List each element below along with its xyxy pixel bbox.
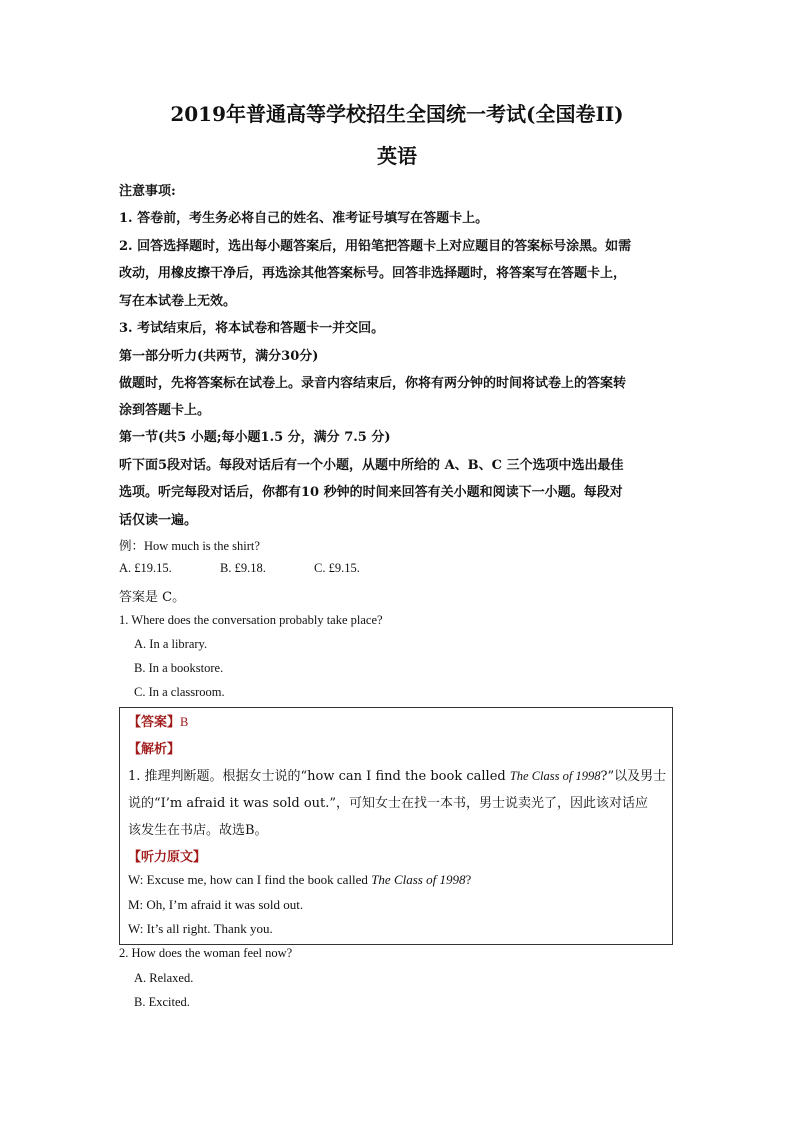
note-item-2-line-2: 改动，用橡皮擦干净后，再选涂其他答案标号。回答非选择题时，将答案写在答题卡上， bbox=[119, 266, 627, 281]
section1-instr-line-2: 选项。听完每段对话后，你都有10 秒钟的时间来回答有关小题和阅读下一小题。每段对 bbox=[119, 485, 623, 500]
example-question: 例：How much is the shirt? bbox=[119, 539, 260, 553]
section1-instr-line-3: 话仅读一遍。 bbox=[119, 513, 198, 528]
analysis-line-3: 该发生在书店。故选B。 bbox=[128, 823, 268, 838]
q1-explanation-box bbox=[119, 707, 673, 945]
q2-option-a: A. Relaxed. bbox=[134, 971, 194, 985]
transcript-line-1-text-b: ? bbox=[465, 872, 472, 887]
example-answer: 答案是 C。 bbox=[119, 590, 186, 605]
q2-question: 2. How does the woman feel now? bbox=[119, 946, 293, 960]
answer-row bbox=[128, 711, 188, 730]
analysis-line-1-text-b: ?”以及男士 bbox=[600, 769, 667, 784]
transcript-line-2: M: Oh, I’m afraid it was sold out. bbox=[128, 897, 304, 912]
part1-instr-line-1: 做题时，先将答案标在试卷上。录音内容结束后，你将有两分钟的时间将试卷上的答案转 bbox=[119, 376, 627, 391]
book-title: The Class of 1998 bbox=[509, 769, 601, 783]
transcript-line-3: W: It’s all right. Thank you. bbox=[128, 921, 273, 936]
answer-tag: 【答案】 bbox=[128, 715, 181, 730]
analysis-tag: 【解析】 bbox=[128, 742, 181, 757]
q1-question: 1. Where does the conversation probably take place? bbox=[119, 613, 383, 627]
exam-title: 2019年普通高等学校招生全国统一考试(全国卷II) bbox=[170, 102, 624, 126]
q1-option-c: C. In a classroom. bbox=[134, 685, 225, 699]
transcript-line-1-text-a: W: Excuse me, how can I find the book called bbox=[128, 872, 372, 887]
example-option-c: C. £9.15. bbox=[314, 561, 360, 575]
note-item-2-line-1: 2. 回答选择题时，选出每小题答案后，用铅笔把答题卡上对应题目的答案标号涂黑。如需 bbox=[119, 239, 632, 254]
q1-option-b: B. In a bookstore. bbox=[134, 661, 224, 675]
note-item-2-line-3: 写在本试卷上无效。 bbox=[119, 294, 237, 309]
example-option-a: A. £19.15. bbox=[119, 561, 172, 575]
example-option-b: B. £9.18. bbox=[220, 561, 266, 575]
q1-option-a: A. In a library. bbox=[134, 637, 208, 651]
transcript-book-title: The Class of 1998 bbox=[371, 872, 466, 887]
transcript-tag: 【听力原文】 bbox=[128, 850, 207, 865]
note-item-3: 3. 考试结束后，将本试卷和答题卡一并交回。 bbox=[119, 321, 385, 336]
notes-heading: 注意事项: bbox=[119, 184, 176, 199]
part1-instr-line-2: 涂到答题卡上。 bbox=[119, 403, 211, 418]
analysis-line-1-text-a: 1. 推理判断题。根据女士说的“how can I find the book called bbox=[128, 769, 510, 784]
q2-option-b: B. Excited. bbox=[134, 995, 190, 1009]
answer-value: B bbox=[180, 715, 189, 729]
transcript-line-1 bbox=[128, 872, 471, 888]
section1-heading: 第一节(共5 小题;每小题1.5 分，满分 7.5 分) bbox=[119, 430, 391, 445]
part1-heading: 第一部分听力(共两节，满分30分) bbox=[119, 349, 319, 364]
analysis-line-2: 说的“I’m afraid it was sold out.”，可知女士在找一本书，男士说卖光了，因此该对话应 bbox=[128, 796, 649, 811]
analysis-line-1 bbox=[128, 765, 666, 784]
note-item-1: 1. 答卷前，考生务必将自己的姓名、准考证号填写在答题卡上。 bbox=[119, 211, 489, 226]
section1-instr-line-1: 听下面5段对话。每段对话后有一个小题，从题中所给的 A、B、C 三个选项中选出最佳 bbox=[119, 458, 624, 473]
subject-title: 英语 bbox=[377, 144, 417, 168]
